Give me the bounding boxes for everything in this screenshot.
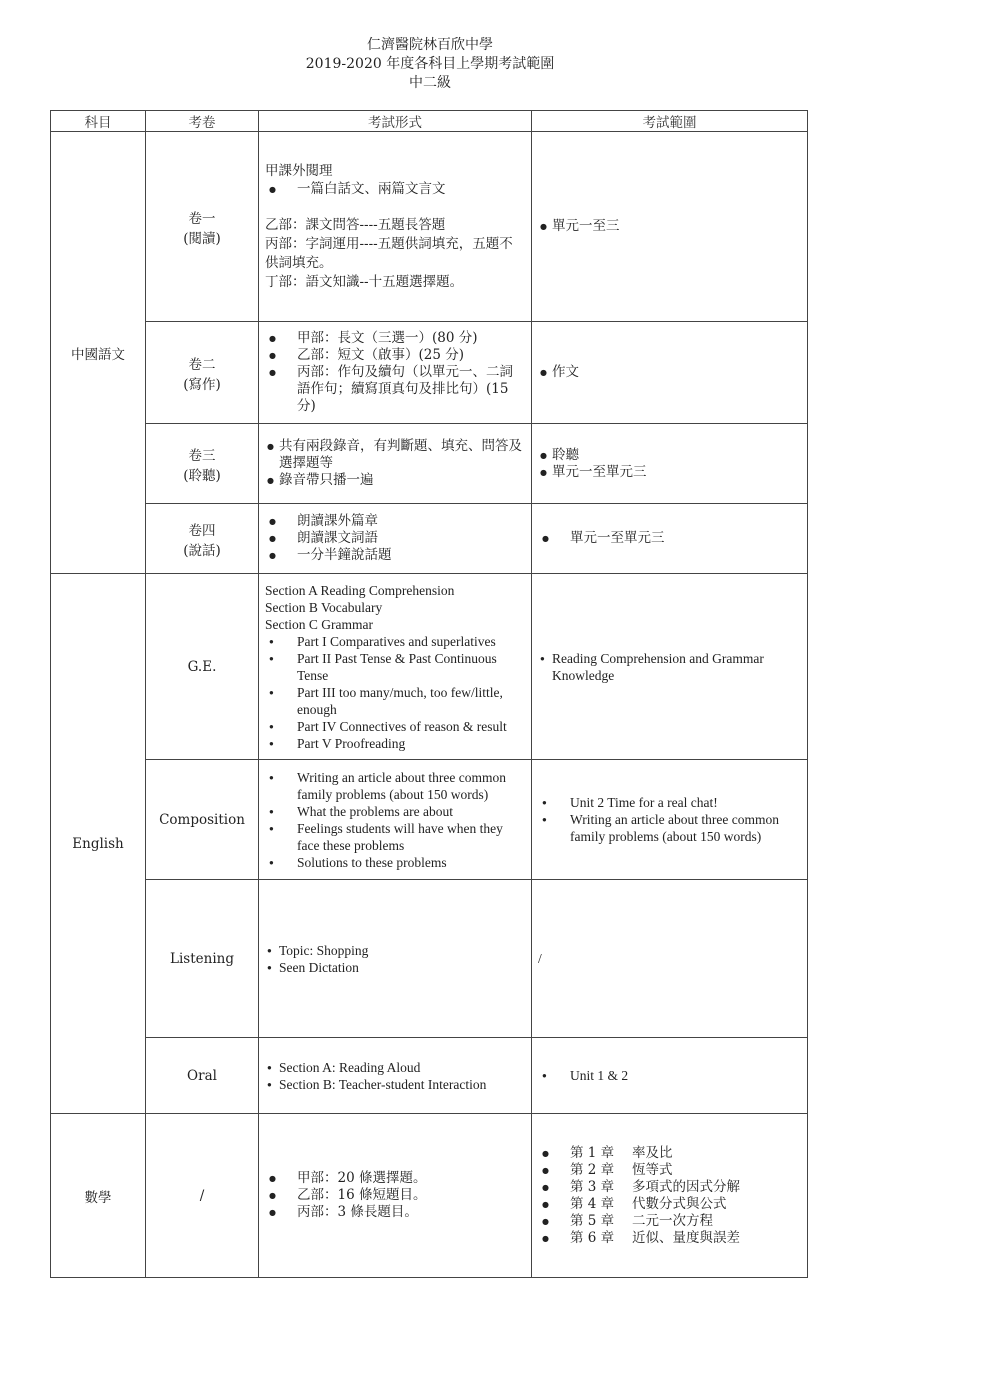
grade-level: 中二級 bbox=[409, 75, 451, 91]
paper-type: (閱讀) bbox=[183, 230, 221, 247]
form-line: 丙部：字詞運用----五題供詞填充，五題不供詞填充。 bbox=[265, 235, 513, 271]
scope-cell bbox=[532, 322, 808, 424]
paper-cell bbox=[146, 132, 259, 322]
table-row bbox=[51, 424, 808, 504]
table-row bbox=[51, 322, 808, 424]
paper-cell bbox=[146, 322, 259, 424]
chapter-number: 第 3 章 bbox=[570, 1178, 615, 1195]
paper-type: (寫作) bbox=[183, 376, 221, 393]
chapter-number: 第 6 章 bbox=[570, 1229, 615, 1246]
table-row bbox=[51, 880, 808, 1038]
list-item: ● Seen Dictation bbox=[265, 959, 525, 976]
list-item: ● 共有兩段錄音，有判斷題、填充、問答及選擇題等 bbox=[265, 438, 525, 472]
list-item: ● 單元一至單元三 bbox=[538, 464, 801, 481]
chapter-title: 二元一次方程 bbox=[632, 1212, 713, 1229]
format-cell bbox=[259, 1038, 532, 1114]
paper-name: Oral bbox=[146, 1038, 259, 1114]
format-cell bbox=[259, 132, 532, 322]
list-item bbox=[538, 1213, 801, 1230]
chapter-title: 恆等式 bbox=[632, 1161, 673, 1178]
format-cell bbox=[259, 760, 532, 880]
col-header-scope: 考試範圍 bbox=[532, 111, 808, 132]
list-item: ● 朗讀課文詞語 bbox=[265, 530, 525, 547]
chapter-title: 多項式的因式分解 bbox=[632, 1178, 740, 1195]
scope-cell bbox=[532, 424, 808, 504]
table-row bbox=[51, 574, 808, 760]
list-item: ● Part V Proofreading bbox=[265, 735, 525, 752]
syllabus-table bbox=[50, 110, 808, 1278]
list-item: ● Writing an article about three common family problems (about 150 words) bbox=[265, 769, 525, 803]
paper-name: Listening bbox=[146, 880, 259, 1038]
section-line: Section B Vocabulary bbox=[265, 599, 383, 615]
section-line: Section C Grammar bbox=[265, 616, 373, 632]
exam-title: 2019-2020 年度各科目上學期考試範圍 bbox=[305, 56, 555, 72]
list-item: ● 乙部：16 條短題目。 bbox=[265, 1187, 525, 1204]
list-item: ● Part III too many/much, too few/little, enough bbox=[265, 684, 525, 718]
form-line: 丁部：語文知識--十五題選擇題。 bbox=[265, 273, 464, 290]
chapter-title: 近似、量度與誤差 bbox=[632, 1229, 740, 1246]
scope-cell bbox=[532, 1114, 808, 1278]
list-item: ● Section A: Reading Aloud bbox=[265, 1059, 525, 1076]
list-item: ● 聆聽 bbox=[538, 447, 801, 464]
table-header-row bbox=[51, 111, 808, 132]
table-row bbox=[51, 1114, 808, 1278]
paper-cell bbox=[146, 504, 259, 574]
list-item: ● 甲部：20 條選擇題。 bbox=[265, 1170, 525, 1187]
format-cell bbox=[259, 424, 532, 504]
table-row bbox=[51, 1038, 808, 1114]
paper-name: G.E. bbox=[146, 574, 259, 760]
list-item: ● Solutions to these problems bbox=[265, 854, 525, 871]
list-item bbox=[538, 1162, 801, 1179]
list-item bbox=[538, 1179, 801, 1196]
list-item: ● 單元一至單元三 bbox=[538, 530, 801, 547]
list-item: ● What the problems are about bbox=[265, 803, 525, 820]
list-item bbox=[538, 1196, 801, 1213]
scope-cell bbox=[532, 760, 808, 880]
list-item: ● Topic: Shopping bbox=[265, 942, 525, 959]
list-item: ● 單元一至三 bbox=[538, 218, 801, 235]
list-item: ● 甲部：長文（三選一）(80 分) bbox=[265, 330, 525, 347]
document-header bbox=[0, 36, 860, 93]
list-item: ● Reading Comprehension and Grammar Knowledge bbox=[538, 650, 801, 684]
format-cell bbox=[259, 322, 532, 424]
list-item bbox=[538, 1145, 801, 1162]
paper-type: (聆聽) bbox=[183, 467, 221, 484]
school-name: 仁濟醫院林百欣中學 bbox=[367, 37, 493, 53]
subject-english: English bbox=[51, 574, 146, 1114]
chapter-title: 率及比 bbox=[632, 1144, 673, 1161]
paper-name: 卷三 bbox=[188, 447, 216, 464]
list-item: ● Writing an article about three common family problems (about 150 words) bbox=[538, 811, 801, 845]
paper-cell bbox=[146, 424, 259, 504]
list-item: ● Feelings students will have when they face these problems bbox=[265, 820, 525, 854]
chapter-number: 第 4 章 bbox=[570, 1195, 615, 1212]
paper-name: 卷一 bbox=[188, 210, 216, 227]
scope-cell bbox=[532, 1038, 808, 1114]
scope-cell bbox=[532, 574, 808, 760]
scope-cell bbox=[532, 880, 808, 1038]
list-item: ● 朗讀課外篇章 bbox=[265, 513, 525, 530]
subject-math: 數學 bbox=[51, 1114, 146, 1278]
list-item: ● Unit 1 & 2 bbox=[538, 1067, 801, 1084]
list-item: ● 一分半鐘說話題 bbox=[265, 547, 525, 564]
scope-text: / bbox=[538, 950, 542, 966]
form-heading: 甲課外閱理 bbox=[265, 162, 333, 179]
table-row bbox=[51, 132, 808, 322]
scope-cell bbox=[532, 132, 808, 322]
chapter-number: 第 1 章 bbox=[570, 1144, 615, 1161]
scope-cell bbox=[532, 504, 808, 574]
col-header-paper: 考卷 bbox=[146, 111, 259, 132]
list-item: ● Part I Comparatives and superlatives bbox=[265, 633, 525, 650]
list-item: ● 錄音帶只播一遍 bbox=[265, 472, 525, 489]
format-cell bbox=[259, 504, 532, 574]
table-row bbox=[51, 760, 808, 880]
table-row bbox=[51, 504, 808, 574]
list-item: ● Section B: Teacher-student Interaction bbox=[265, 1076, 525, 1093]
subject-chinese: 中國語文 bbox=[51, 132, 146, 574]
list-item: ● 一篇白話文、兩篇文言文 bbox=[265, 181, 525, 198]
list-item: ● 作文 bbox=[538, 364, 801, 381]
chapter-title: 代數分式與公式 bbox=[632, 1195, 727, 1212]
list-item: ● Part IV Connectives of reason & result bbox=[265, 718, 525, 735]
paper-name: Composition bbox=[146, 760, 259, 880]
list-item: ● 丙部：作句及續句（以單元一、二詞語作句；續寫頂真句及排比句）(15 分) bbox=[265, 364, 525, 415]
list-item: ● Unit 2 Time for a real chat! bbox=[538, 794, 801, 811]
format-cell bbox=[259, 880, 532, 1038]
list-item: ● 丙部：3 條長題目。 bbox=[265, 1204, 525, 1221]
format-cell bbox=[259, 574, 532, 760]
paper-name: 卷二 bbox=[188, 356, 216, 373]
chapter-number: 第 5 章 bbox=[570, 1212, 615, 1229]
col-header-format: 考試形式 bbox=[259, 111, 532, 132]
form-line: 乙部：課文問答----五題長答題 bbox=[265, 216, 446, 233]
format-cell bbox=[259, 1114, 532, 1278]
paper-type: (說話) bbox=[183, 542, 221, 559]
paper-name: / bbox=[146, 1114, 259, 1278]
col-header-subject: 科目 bbox=[51, 111, 146, 132]
list-item bbox=[538, 1230, 801, 1247]
section-line: Section A Reading Comprehension bbox=[265, 582, 455, 598]
list-item: ● Part II Past Tense & Past Continuous Tense bbox=[265, 650, 525, 684]
chapter-number: 第 2 章 bbox=[570, 1161, 615, 1178]
paper-name: 卷四 bbox=[188, 522, 216, 539]
list-item: ● 乙部：短文（啟事）(25 分) bbox=[265, 347, 525, 364]
